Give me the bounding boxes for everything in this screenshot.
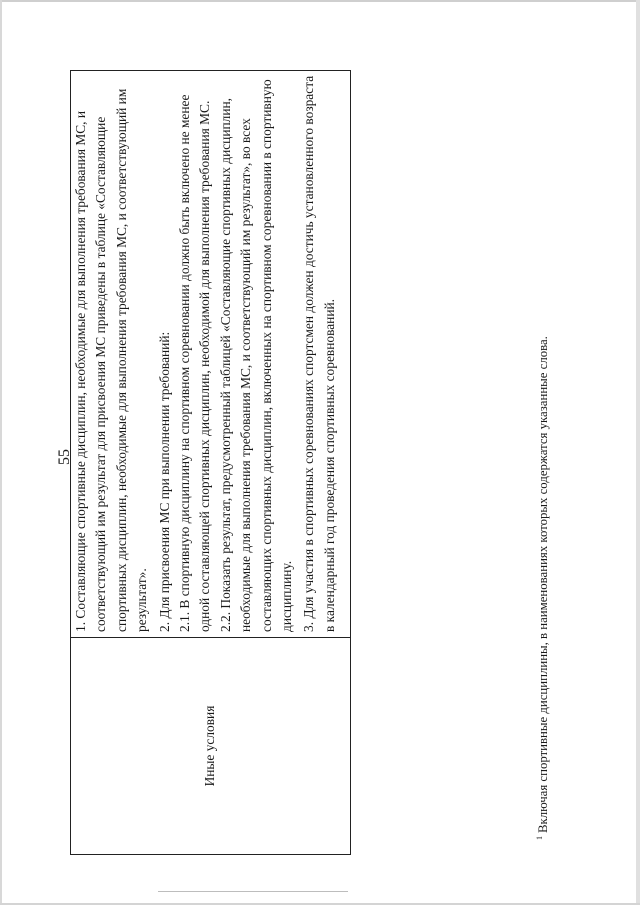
condition-paragraph-3: 3. Для участия в спортивных соревнованиях спортсмен должен достичь установленного возраста в календарный год проведения спортивных соревнований.	[301, 75, 337, 632]
table-row	[71, 71, 351, 855]
footnote-marker: 1	[535, 836, 544, 840]
condition-paragraph-2-1: 2.1. В спортивную дисциплину на спортивном соревновании должно быть включено не менее одной составляющей спортивных дисциплин, необходимой для выполнения требования МС.	[177, 94, 213, 632]
row-label: Иные условия	[202, 705, 218, 787]
footnote	[532, 336, 551, 840]
condition-paragraph-1: 1. Составляющие спортивные дисциплин, необходимые для выполнения требования МС, и соответствующий им результат для присвоения МС приведены в таблице «Составляющие спортивных дисциплин, необходимые для выполнения требования МС, и соответствующий им результат».	[73, 88, 150, 632]
condition-paragraph-2: 2. Для присвоения МС при выполнении требований:	[156, 331, 172, 632]
row-label-cell	[71, 638, 351, 855]
row-content-cell	[71, 71, 351, 638]
page-number: 55	[56, 449, 73, 465]
footnote-text: Включая спортивные дисциплины, в наименованиях которых содержатся указанные слова.	[536, 336, 550, 833]
condition-paragraph-2-2: 2.2. Показать результат, предусмотренный таблицей «Составляющие спортивных дисциплин, необходимые для выполнения требования МС, и соответствующий им результат», во всех составляющих спортивных дисциплин, включенных на спортивном соревновании в спортивную дисциплину.	[217, 79, 295, 632]
requirements-table	[70, 70, 351, 855]
